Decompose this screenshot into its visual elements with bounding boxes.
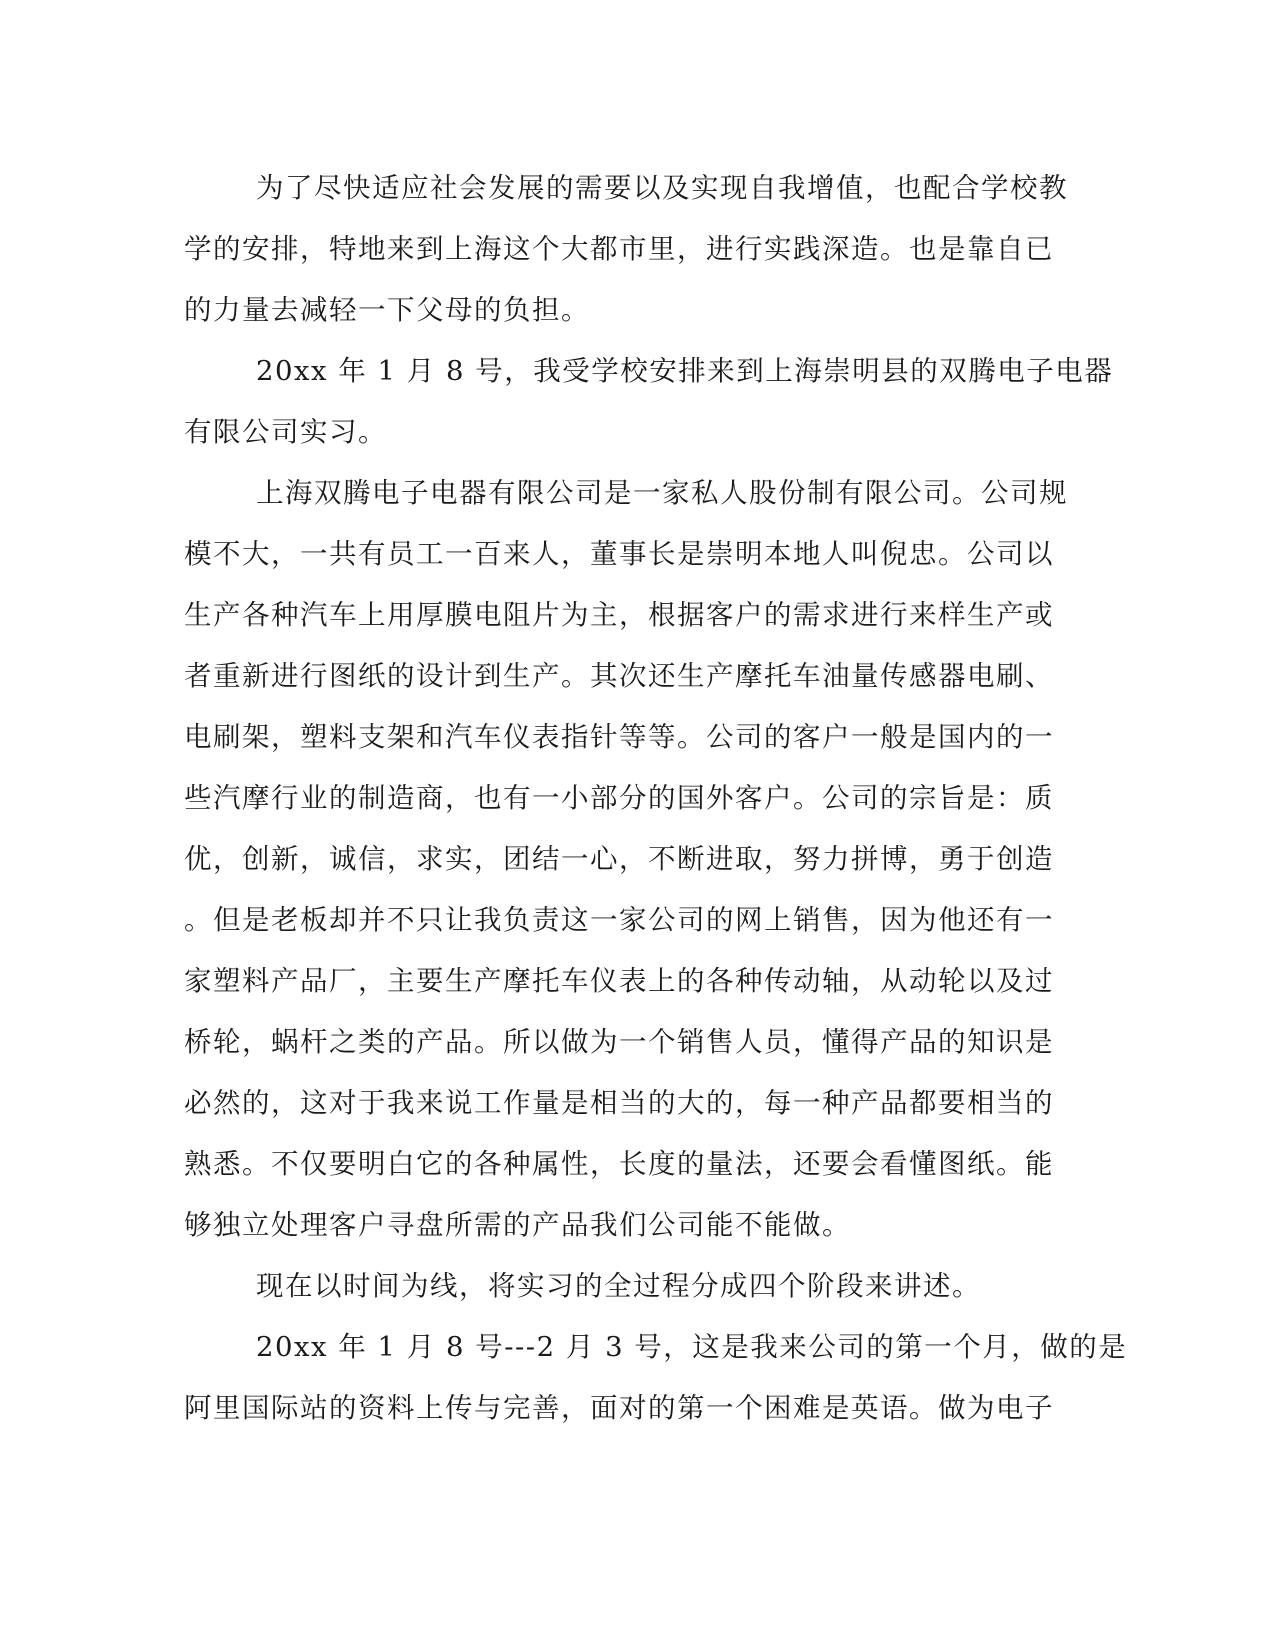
text-line: 熟悉。不仅要明白它的各种属性，长度的量法，还要会看懂图纸。能 — [184, 1148, 1054, 1180]
text-line: 优，创新，诚信，求实，团结一心，不断进取，努力拼博，勇于创造 — [184, 843, 1054, 875]
text-line: 电刷架，塑料支架和汽车仪表指针等等。公司的客户一般是国内的一 — [184, 721, 1054, 753]
text-line: 必然的，这对于我来说工作量是相当的大的，每一种产品都要相当的 — [184, 1087, 1054, 1119]
text-line: 现在以时间为线，将实习的全过程分成四个阶段来讲述。 — [256, 1270, 981, 1302]
text-line: 阿里国际站的资料上传与完善，面对的第一个困难是英语。做为电子 — [184, 1392, 1054, 1424]
text-line: 者重新进行图纸的设计到生产。其次还生产摩托车油量传感器电刷、 — [184, 660, 1054, 692]
text-line: 家塑料产品厂，主要生产摩托车仪表上的各种传动轴，从动轮以及过 — [184, 965, 1054, 997]
text-line: 学的安排，特地来到上海这个大都市里，进行实践深造。也是靠自已 — [184, 233, 1054, 265]
text-line: 生产各种汽车上用厚膜电阻片为主，根据客户的需求进行来样生产或 — [184, 599, 1054, 631]
text-line: 模不大，一共有员工一百来人，董事长是崇明本地人叫倪忠。公司以 — [184, 538, 1054, 570]
text-line: 上海双腾电子电器有限公司是一家私人股份制有限公司。公司规 — [256, 477, 1068, 509]
text-line: 20xx 年 1 月 8 号，我受学校安排来到上海崇明县的双腾电子电器 — [256, 355, 1114, 387]
text-line: 20xx 年 1 月 8 号---2 月 3 号，这是我来公司的第一个月，做的是 — [256, 1331, 1128, 1363]
text-line: 些汽摩行业的制造商，也有一小部分的国外客户。公司的宗旨是：质 — [184, 782, 1054, 814]
text-line: 为了尽快适应社会发展的需要以及实现自我增值，也配合学校教 — [256, 172, 1068, 204]
text-line: 够独立处理客户寻盘所需的产品我们公司能不能做。 — [184, 1209, 851, 1241]
text-line: 有限公司实习。 — [184, 416, 387, 448]
document-body — [184, 158, 1128, 1439]
text-line: 桥轮，蜗杆之类的产品。所以做为一个销售人员，懂得产品的知识是 — [184, 1026, 1054, 1058]
text-line: 的力量去减轻一下父母的负担。 — [184, 294, 590, 326]
text-line: 。但是老板却并不只让我负责这一家公司的网上销售，因为他还有一 — [184, 904, 1054, 936]
